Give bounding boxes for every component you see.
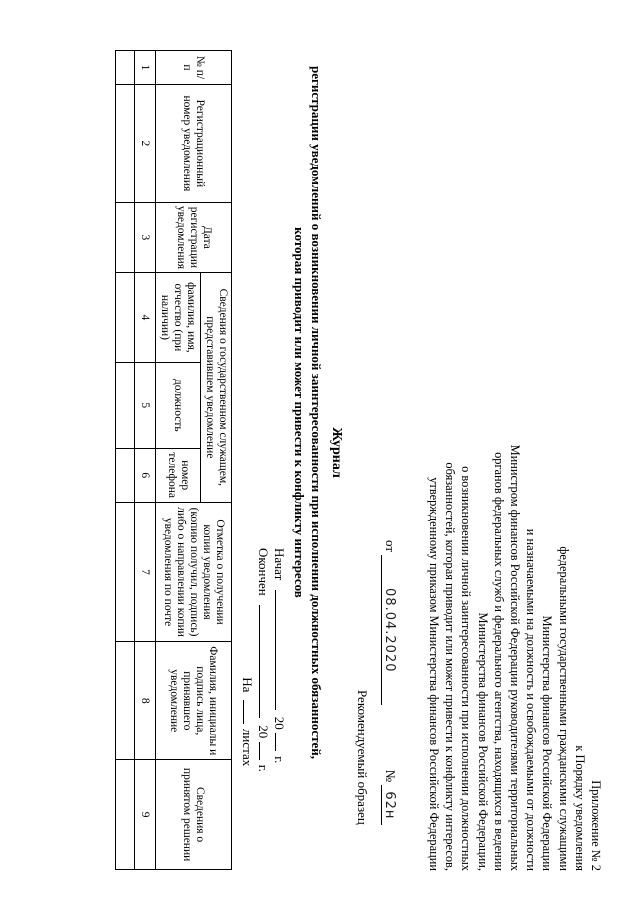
column-number: 7 <box>135 502 156 642</box>
sample-label: Рекомендуемый образец <box>355 690 370 825</box>
appendix-line: к Порядку уведомления <box>572 745 587 871</box>
appendix-line: о возникновении личной заинтересованности при исполнении должностных <box>459 466 474 871</box>
number-prefix: № <box>383 769 398 783</box>
table-cell <box>116 760 135 870</box>
column-number: 9 <box>135 760 156 870</box>
appendix-line: федеральными государственными гражданскими служащими <box>556 546 571 871</box>
started-year-prefix: 20 <box>272 716 287 730</box>
column-number: 2 <box>135 84 156 202</box>
header-reg-date: Дата регистрации уведомления <box>156 202 232 272</box>
started-year-field <box>275 733 288 751</box>
ended-year-suffix: г. <box>256 764 271 772</box>
table-cell <box>116 448 135 502</box>
ended-year-prefix: 20 <box>256 725 271 739</box>
appendix-line: Министром финансов Российской Федерации руководителями территориальных <box>507 444 522 871</box>
started-day-field <box>275 590 288 710</box>
column-number: 3 <box>135 202 156 272</box>
sheets-prefix: На <box>240 677 255 693</box>
column-number: 8 <box>135 642 156 760</box>
appendix-line: Министерства финансов Российской Федерации, <box>475 612 490 871</box>
header-position: должность <box>156 362 201 448</box>
table-cell <box>116 202 135 272</box>
table-row <box>116 51 135 870</box>
column-number: 5 <box>135 362 156 448</box>
started-year-suffix: г. <box>272 756 287 764</box>
started-label: Начат <box>272 548 287 581</box>
appendix-line: и назначаемыми на должность и освобождаемыми от должности <box>524 528 539 871</box>
table-cell <box>116 642 135 760</box>
sheets-count-field <box>243 700 256 724</box>
header-decision: Сведения о принятом решении <box>156 760 232 870</box>
journal-meta <box>240 548 288 772</box>
appendix-line: Приложение № 2 <box>589 780 603 871</box>
appendix-line: Министерства финансов Российской Федерации <box>540 615 555 871</box>
order-number-value: 62н <box>382 791 397 820</box>
column-number-row <box>135 51 156 870</box>
header-num: № п/п <box>156 51 232 85</box>
column-number: 1 <box>135 51 156 85</box>
table-cell <box>116 502 135 642</box>
order-date-value: 08.04.2020 <box>382 588 397 673</box>
sheets-row <box>240 548 256 772</box>
ended-day-field <box>259 605 272 718</box>
column-number: 4 <box>135 272 156 362</box>
header-fio: фамилия, имя, отчество (при наличии) <box>156 272 201 362</box>
sheets-suffix: листах <box>240 728 255 767</box>
header-receiver: Фамилия, инициалы и подпись лица, принявшего уведомление <box>156 642 232 760</box>
table-cell <box>116 51 135 85</box>
ended-year-field <box>259 742 272 760</box>
header-servant-group: Сведения о государственном служащем, представившем уведомление <box>201 272 232 502</box>
appendix-line: обязанностей, которая приводит или может привести к конфликту интересов, <box>443 462 458 871</box>
ended-label: Окончен <box>256 548 271 596</box>
table-cell <box>116 84 135 202</box>
header-copy-mark: Отметка о получении копии уведомления (копию получил, подпись) либо о направлении копии уведомления по почте <box>156 502 232 642</box>
order-date-number <box>381 540 398 870</box>
order-date-field <box>381 555 398 705</box>
journal-table <box>115 50 232 870</box>
table-cell <box>116 362 135 448</box>
appendix-line: органов федеральных служб и федерального агентства, находящихся в ведении <box>491 452 506 871</box>
journal-subtitle-line-2: которая приводит или может привести к конфликту интересов <box>292 227 307 598</box>
date-prefix: от <box>383 540 398 553</box>
appendix-line: утвержденному приказом Министерства финансов Российской Федерации <box>426 477 441 871</box>
appendix-block <box>426 251 604 871</box>
header-reg-number: Регистрационный номер уведомления <box>156 84 232 202</box>
started-row <box>272 548 288 772</box>
order-number-field <box>381 785 398 825</box>
column-number: 6 <box>135 448 156 502</box>
header-phone: номер телефона <box>156 448 201 502</box>
ended-row <box>256 548 272 772</box>
journal-subtitle-line-1: регистрации уведомлений о возникновении личной заинтересованности при исполнении должностных обязанностей, <box>309 65 324 760</box>
journal-heading: Журнал <box>329 427 344 478</box>
table-cell <box>116 272 135 362</box>
